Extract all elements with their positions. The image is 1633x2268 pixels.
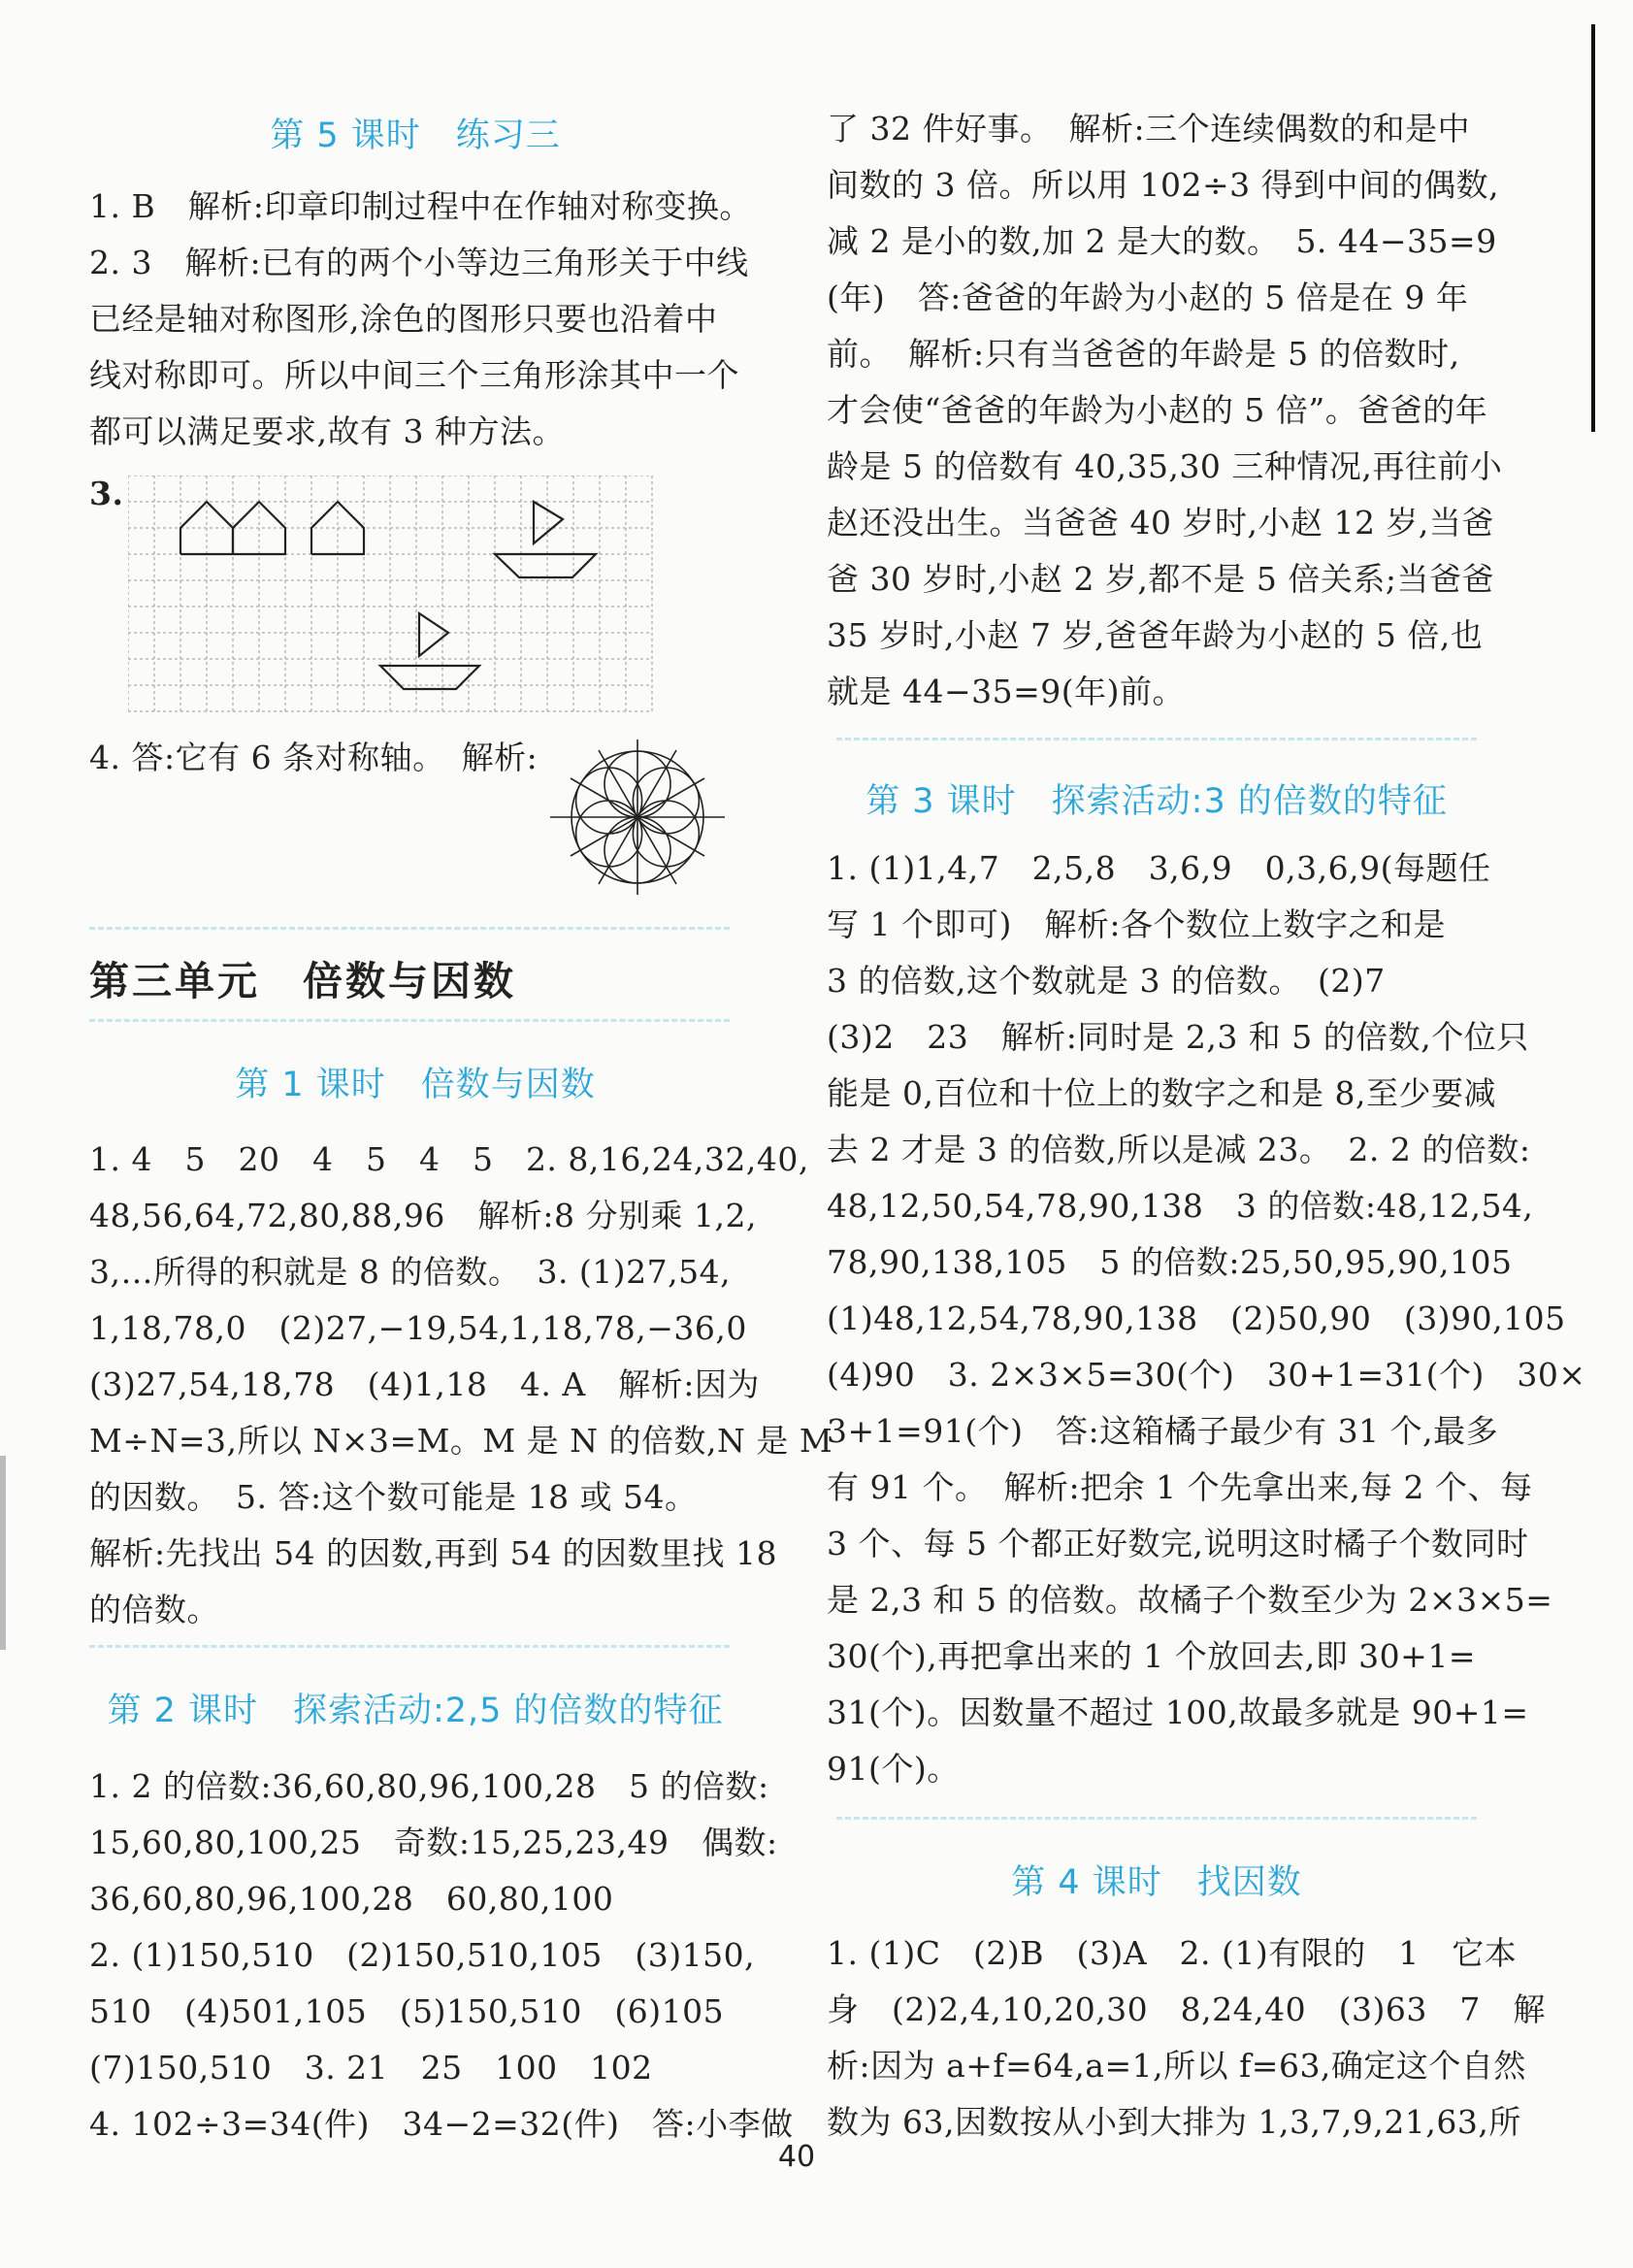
l3-line: 3 的倍数,这个数就是 3 的倍数。 (2)7 xyxy=(827,962,1386,1000)
l2-line: 36,60,80,96,100,28 60,80,100 xyxy=(89,1880,614,1918)
symmetry-circle-figure xyxy=(545,740,730,895)
l3-line: 30(个),再把拿出来的 1 个放回去,即 30+1= xyxy=(827,1637,1476,1675)
l2-line: (7)150,510 3. 21 25 100 102 xyxy=(89,2049,653,2087)
l2-line: 15,60,80,100,25 奇数:15,25,23,49 偶数: xyxy=(89,1824,778,1861)
dashed-divider xyxy=(836,1817,1477,1820)
l3-line: 是 2,3 和 5 的倍数。故橘子个数至少为 2×3×5= xyxy=(827,1581,1553,1619)
r-top-line: 就是 44−35=9(年)前。 xyxy=(827,673,1186,710)
l5-line: 2. 3 解析:已有的两个小等边三角形关于中线 xyxy=(89,244,749,281)
l4-line: 析:因为 a+f=64,a=1,所以 f=63,确定这个自然 xyxy=(827,2047,1526,2085)
l4-line: 数为 63,因数按从小到大排为 1,3,7,9,21,63,所 xyxy=(827,2103,1521,2141)
l1-line: 的倍数。 xyxy=(89,1591,219,1628)
r-top-line: 前。 解析:只有当爸爸的年龄是 5 的倍数时, xyxy=(827,335,1460,373)
r-top-line: 间数的 3 倍。所以用 102÷3 得到中间的偶数, xyxy=(827,166,1500,204)
dashed-divider xyxy=(89,1019,730,1022)
l3-line: 3 个、每 5 个都正好数完,说明这时橘子个数同时 xyxy=(827,1525,1529,1562)
r-top-line: 了 32 件好事。 解析:三个连续偶数的和是中 xyxy=(827,110,1471,148)
unit-title: 第三单元 倍数与因数 xyxy=(89,958,516,1004)
l1-line: 解析:先找出 54 的因数,再到 54 的因数里找 18 xyxy=(89,1534,778,1572)
l3-line: 91(个)。 xyxy=(827,1750,960,1788)
lesson5-title: 第 5 课时 练习三 xyxy=(270,116,561,155)
boat-hull xyxy=(495,554,596,577)
l1-line: 1,18,78,0 (2)27,−19,54,1,18,78,−36,0 xyxy=(89,1309,747,1347)
l3-line: 能是 0,百位和十位上的数字之和是 8,至少要减 xyxy=(827,1074,1496,1112)
r-top-line: 龄是 5 的倍数有 40,35,30 三种情况,再往前小 xyxy=(827,447,1503,485)
boat-sail xyxy=(534,502,563,543)
l2-line: 2. (1)150,510 (2)150,510,105 (3)150, xyxy=(89,1936,756,1974)
lesson2-title: 第 2 课时 探索活动:2,5 的倍数的特征 xyxy=(107,1692,724,1730)
l5-line: 都可以满足要求,故有 3 种方法。 xyxy=(89,412,565,450)
r-top-line: 才会使“爸爸的年龄为小赵的 5 倍”。爸爸的年 xyxy=(827,391,1488,429)
grid-figure xyxy=(128,476,662,718)
dashed-divider xyxy=(89,927,730,930)
l1-line: M÷N=3,所以 N×3=M。M 是 N 的倍数,N 是 M xyxy=(89,1422,833,1460)
l2-line: 510 (4)501,105 (5)150,510 (6)105 xyxy=(89,1992,725,2030)
l3-line: 1. (1)1,4,7 2,5,8 3,6,9 0,3,6,9(每题任 xyxy=(827,849,1491,887)
lesson1-title: 第 1 课时 倍数与因数 xyxy=(235,1066,596,1104)
l3-line: 3+1=91(个) 答:这箱橘子最少有 31 个,最多 xyxy=(827,1412,1499,1450)
l1-line: (3)27,54,18,78 (4)1,18 4. A 解析:因为 xyxy=(89,1365,760,1403)
l4-line: 身 (2)2,4,10,20,30 8,24,40 (3)63 7 解 xyxy=(827,1990,1546,2028)
dashed-divider xyxy=(89,1645,730,1648)
dashed-divider xyxy=(836,738,1477,740)
l3-line: (4)90 3. 2×3×5=30(个) 30+1=31(个) 30× xyxy=(827,1356,1586,1394)
lesson3-title: 第 3 课时 探索活动:3 的倍数的特征 xyxy=(865,782,1448,821)
r-top-line: (年) 答:爸爸的年龄为小赵的 5 倍是在 9 年 xyxy=(827,279,1469,316)
page-number: 40 xyxy=(777,2140,816,2174)
l4-line: 1. (1)C (2)B (3)A 2. (1)有限的 1 它本 xyxy=(827,1934,1518,1972)
l1-line: 的因数。 5. 答:这个数可能是 18 或 54。 xyxy=(89,1478,698,1516)
right-edge-rule xyxy=(1591,24,1595,432)
q4-text: 4. 答:它有 6 条对称轴。 解析: xyxy=(89,739,539,776)
boat-hull xyxy=(380,666,479,689)
l3-line: (3)2 23 解析:同时是 2,3 和 5 的倍数,个位只 xyxy=(827,1018,1529,1056)
r-top-line: 减 2 是小的数,加 2 是大的数。 5. 44−35=9 xyxy=(827,222,1497,260)
l3-line: 48,12,50,54,78,90,138 3 的倍数:48,12,54, xyxy=(827,1187,1534,1225)
l3-line: 78,90,138,105 5 的倍数:25,50,95,90,105 xyxy=(827,1243,1513,1281)
l2-line: 4. 102÷3=34(件) 34−2=32(件) 答:小李做 xyxy=(89,2105,794,2143)
l3-line: (1)48,12,54,78,90,138 (2)50,90 (3)90,105 xyxy=(827,1299,1566,1337)
l2-line: 1. 2 的倍数:36,60,80,96,100,28 5 的倍数: xyxy=(89,1767,769,1805)
l1-line: 3,…所得的积就是 8 的倍数。 3. (1)27,54, xyxy=(89,1253,732,1291)
r-top-line: 赵还没出生。当爸爸 40 岁时,小赵 12 岁,当爸 xyxy=(827,504,1494,542)
l3-line: 有 91 个。 解析:把余 1 个先拿出来,每 2 个、每 xyxy=(827,1468,1533,1506)
boat-sail xyxy=(419,613,448,656)
l3-line: 去 2 才是 3 的倍数,所以是减 23。 2. 2 的倍数: xyxy=(827,1131,1531,1168)
lesson4-title: 第 4 课时 找因数 xyxy=(1011,1863,1302,1902)
l5-line: 线对称即可。所以中间三个三角形涂其中一个 xyxy=(89,356,739,394)
l1-line: 48,56,64,72,80,88,96 解析:8 分别乘 1,2, xyxy=(89,1197,757,1234)
l1-line: 1. 4 5 20 4 5 4 5 2. 8,16,24,32,40, xyxy=(89,1140,809,1178)
r-top-line: 35 岁时,小赵 7 岁,爸爸年龄为小赵的 5 倍,也 xyxy=(827,616,1484,654)
l5-line: 1. B 解析:印章印制过程中在作轴对称变换。 xyxy=(89,187,752,225)
l5-line: 已经是轴对称图形,涂色的图形只要也沿着中 xyxy=(89,300,718,338)
binding-edge xyxy=(0,1456,6,1650)
l3-line: 31(个)。因数量不超过 100,故最多就是 90+1= xyxy=(827,1693,1529,1731)
r-top-line: 爸 30 岁时,小赵 2 岁,都不是 5 倍关系;当爸爸 xyxy=(827,560,1495,598)
l3-line: 写 1 个即可) 解析:各个数位上数字之和是 xyxy=(827,905,1446,943)
q3-label: 3. xyxy=(89,475,124,512)
